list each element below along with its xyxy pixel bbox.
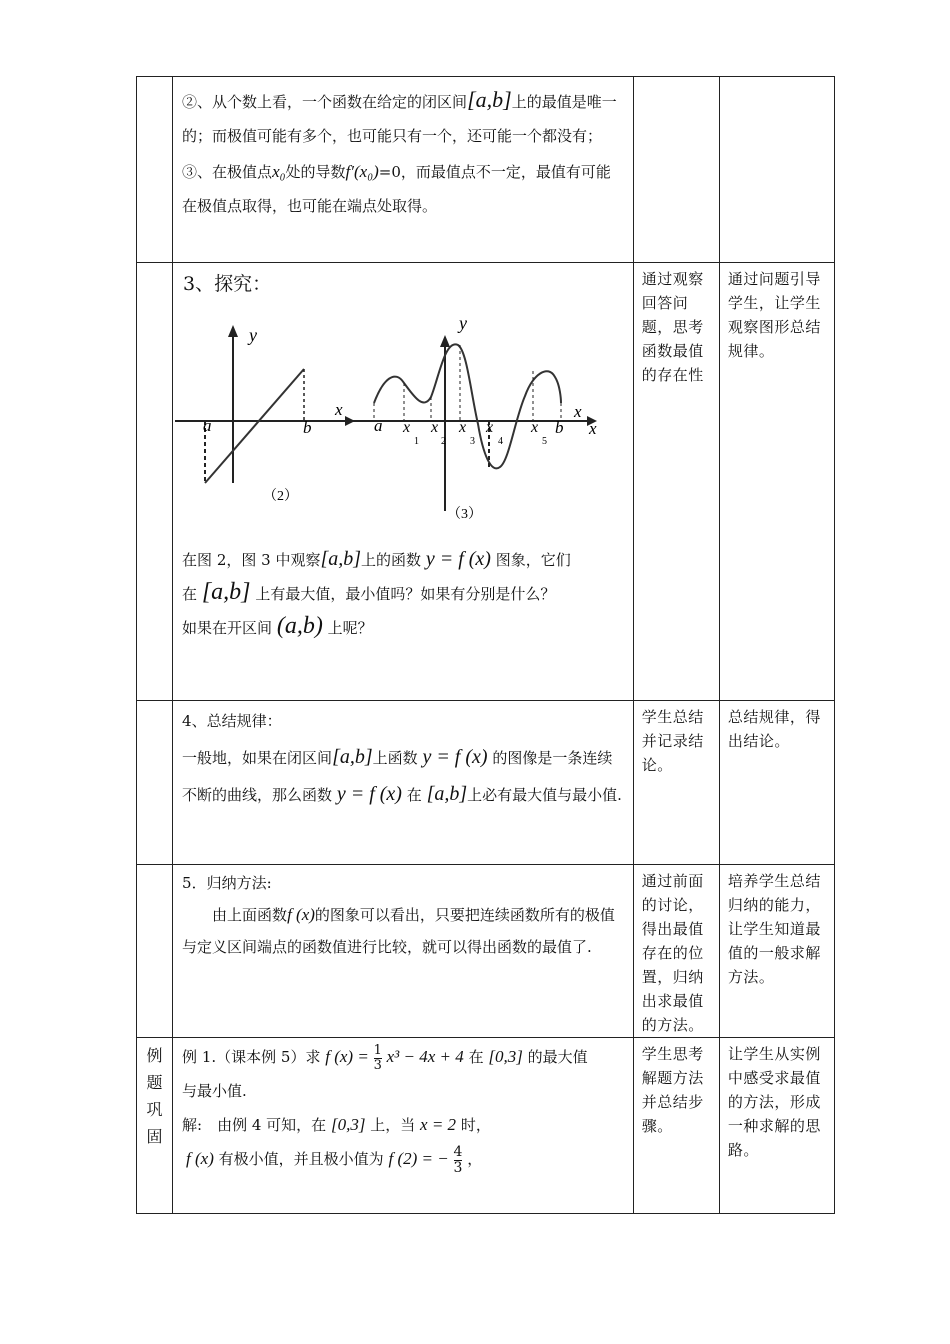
text: 是唯一的；而极值可能有多个，也可能只有一个，还可能一个都没有； [182,93,617,145]
interval-math: [a,b] [426,783,468,805]
derivative-math: f′(x₀) [345,162,379,181]
table-row [137,1038,835,1214]
point-two [173,77,633,153]
intent-cell [719,701,834,865]
text: ②、从个数上看，一个函数在给定的闭区间 [182,93,468,111]
denominator: 3 [373,1057,382,1073]
interval-math: [a,b] [332,746,373,768]
a-label: a [374,416,383,435]
fraction [374,1044,382,1073]
function-line [205,369,304,483]
x2-label: x [431,419,439,436]
polynomial-math: x³ − 4x + 4 [386,1047,464,1066]
y-label: y [459,313,468,333]
example-text [173,1038,633,1176]
function-math: y = f (x) [422,746,488,768]
activity-cell [633,263,719,701]
fraction [454,1145,463,1176]
side-char: 固 [146,1127,163,1146]
x4-sub: 4 [498,436,504,447]
method-text [173,865,633,963]
content-cell [173,865,634,1038]
text: 如果在开区间 [182,619,273,637]
text: 的图像是一 [492,749,568,767]
x5-sub: 5 [542,436,548,447]
x-label: x [574,402,582,421]
intent-cell [719,77,834,263]
example-statement [182,1040,625,1074]
x1-sub: 1 [414,436,420,447]
content-cell [173,701,634,865]
student-activity: 通过观察回答问题，思考函数最值的存在性 [641,270,704,384]
content-cell [173,77,634,263]
y-axis-arrow [228,325,238,337]
text: 在 [406,786,422,804]
interval-math: [a,b] [467,87,512,112]
side-char: 例 [146,1046,163,1065]
lesson-plan-table [136,76,835,1214]
solution-line [182,1142,625,1176]
solution-line [182,1108,625,1142]
intent-cell [719,865,834,1038]
side-cell [137,865,173,1038]
b-label: b [303,418,312,437]
student-activity: 学生总结并记录结论。 [641,708,704,774]
function-curve [374,344,561,468]
table-row [137,77,835,263]
min-value-math: f (2) = − [388,1149,449,1168]
open-interval-math: (a,b) [276,613,323,639]
text: 一般地，如果在闭区间 [182,749,333,767]
x3-label: x [459,419,467,436]
text: 在图 2，图 3 中观察 [182,551,321,569]
a-label: a [203,416,212,435]
design-intent: 培养学生总结归纳的能力，让学生知道最值的一般求解方法。 [727,872,821,986]
text: 上有最大值，最小值吗？如果有分别是什么？ [255,585,556,603]
function-math: f (x) [186,1149,214,1168]
interval-math: [0,3] [330,1115,366,1134]
figure-caption: （3） [447,507,483,522]
content-cell [173,1038,634,1214]
function-graphs [173,299,631,537]
side-cell [137,77,173,263]
student-activity: 学生思考解题方法并总结步骤。 [641,1045,704,1135]
activity-cell [633,77,719,263]
side-char: 题 [146,1073,163,1092]
text: 上呢？ [327,619,373,637]
text: 上必有最 [467,786,528,804]
design-intent: 让学生从实例中感受求最值的方法，形成一种求解的思路。 [727,1045,821,1159]
function-math: f (x) [287,905,315,924]
design-intent: 总结规律，得出结论。 [727,708,821,750]
content-cell [173,263,634,701]
x4-label: x [486,419,494,436]
function-math: y = f (x) [336,783,402,805]
figure-3 [348,313,597,522]
table-row [137,865,835,1038]
section-heading: 4、总结规律： [182,712,282,730]
activity-cell [633,1038,719,1214]
text: 在 [182,585,198,603]
y-label: y [249,325,258,345]
function-math: y = f (x) [425,548,491,570]
text: 处的导数 [285,163,346,181]
function-math: f (x) = [325,1047,369,1066]
x0-math: x₀ [272,162,286,181]
figure-caption: （2） [263,489,299,504]
activity-cell [633,865,719,1038]
x-label: x [335,400,343,419]
x5-label: x [531,419,539,436]
design-intent: 通过问题引导学生，让学生观察图形总结规律。 [727,270,821,360]
figure-2 [175,325,355,504]
x3-sub: 3 [470,436,476,447]
side-cell [137,263,173,701]
text: 由上面函数 [212,906,288,924]
section-heading: 3、探究： [183,273,272,295]
text: 大值与最小值. [527,786,622,804]
text: ， [467,1150,483,1168]
interval-math: [a,b] [320,548,362,570]
text: 条连续不断的曲线，那么函数 [182,749,613,804]
interval-math: [a,b] [201,579,251,605]
text: 的最大值 [527,1048,588,1066]
side-char: 巩 [146,1100,163,1119]
x-value-math: x = 2 [420,1115,457,1134]
section-heading: 5．归纳方法: [182,874,272,892]
text: 图象，它们 [495,551,571,569]
x2-sub: 2 [441,436,447,447]
text: ③、在极值点 [182,163,273,181]
interval-math: [0,3] [488,1047,523,1066]
x-label-outer: x [589,419,597,438]
point-three [173,153,633,223]
side-label [137,1038,172,1150]
text: 上函数 [372,749,418,767]
activity-cell [633,701,719,865]
side-cell [137,1038,173,1214]
intent-cell [719,1038,834,1214]
text: =0，而最值点不一定，最值有可能在极值点取得，也可能在端点处取得。 [182,163,611,215]
table-row [137,701,835,865]
text: 在 [468,1048,484,1066]
text: 上，当 [370,1116,416,1134]
numerator: 4 [453,1143,463,1160]
text: 例 1.（课本例 5）求 [182,1048,321,1066]
student-activity: 通过前面的讨论，得出最值存在的位置，归纳出求最值的方法。 [641,872,704,1034]
text: 与最小值. [182,1082,247,1100]
text: 上的函数 [361,551,422,569]
question-text [173,537,633,644]
denominator: 3 [453,1159,463,1176]
intent-cell [719,263,834,701]
side-cell [137,701,173,865]
summary-text [173,701,633,813]
text: 时， [460,1116,491,1134]
y-axis-arrow [440,335,450,347]
b-label: b [555,418,564,437]
text: 的图象可以看出，只要把连续函数所有的极值与定义区间端点的函数值进行比较，就可以得出函数的最值了. [182,906,615,956]
numerator: 1 [373,1042,382,1058]
text: 上的最值 [511,93,572,111]
text: 有极小值，并且极小值为 [218,1150,384,1168]
x1-label: x [403,419,411,436]
text: 解: 由例 4 可知，在 [182,1116,327,1134]
table-row [137,263,835,701]
